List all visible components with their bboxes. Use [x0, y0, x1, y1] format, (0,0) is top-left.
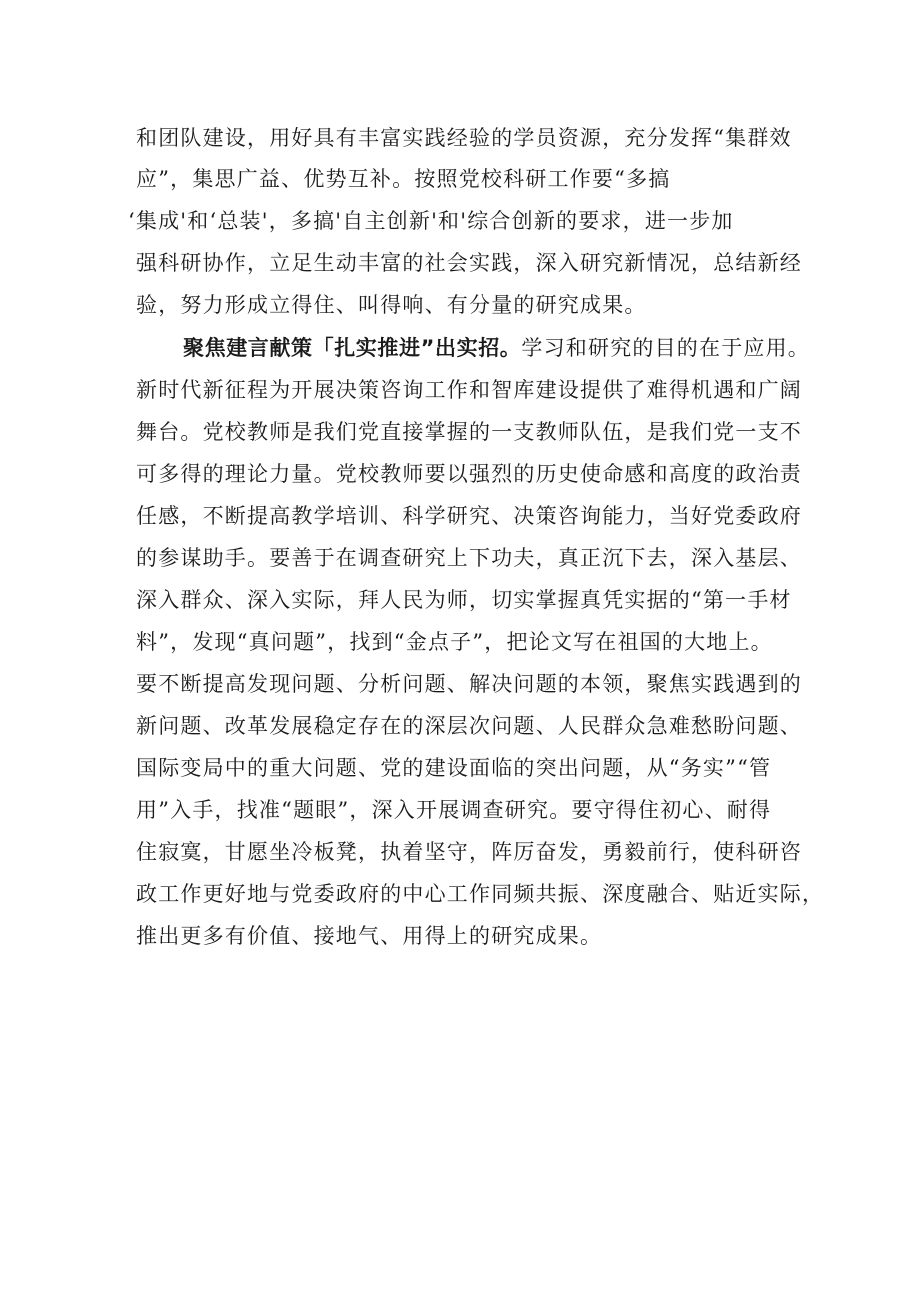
- text-line: 应”，集思广益、优势互补。按照党校科研工作要“多搞: [136, 167, 671, 191]
- text-line: 要不断提高发现问题、分析问题、解决问题的本领，聚焦实践遇到的: [136, 672, 802, 696]
- text-line: 的参谋助手。要善于在调查研究上下功夫，真正沉下去，深入基层、: [136, 546, 802, 570]
- text-line: 强科研协作，立足生动丰富的社会实践，深入研究新情况，总结新经: [136, 251, 802, 275]
- text-line: 新问题、改革发展稳定存在的深层次问题、人民群众急难愁盼问题、: [136, 714, 802, 738]
- text-line: 和团队建设，用好具有丰富实践经验的学员资源，充分发挥“集群效: [136, 126, 792, 150]
- text-line: 用”入手，找准“题眼”，深入开展调查研究。要守得住初心、耐得: [136, 798, 772, 822]
- text-line: ‘集成'和‘总装'，多搞'自主创新'和'综合创新的要求，进一步加: [128, 209, 734, 233]
- text-line: 推出更多有价值、接地气、用得上的研究成果。: [136, 924, 603, 948]
- text-line: 验，努力形成立得住、叫得响、有分量的研究成果。: [136, 293, 647, 317]
- text-line: 政工作更好地与党委政府的中心工作同频共振、深度融合、贴近实际，: [136, 882, 825, 906]
- text-line: 深入群众、深入实际，拜人民为师，切实掌握真凭实据的“第一手材: [136, 588, 792, 612]
- text-line: 舞台。党校教师是我们党直接掌握的一支教师队伍，是我们党一支不: [136, 420, 802, 444]
- text-line: 可多得的理论力量。党校教师要以强烈的历史使命感和高度的政治责: [136, 462, 802, 486]
- text-line: 任感，不断提高教学培训、科学研究、决策咨询能力，当好党委政府: [136, 504, 802, 528]
- section-heading: 聚焦建言献策「扎实推进”出实招。: [183, 336, 522, 360]
- paragraph2-first-line: [183, 334, 810, 362]
- paragraph2-first-line-text: 学习和研究的目的在于应用。: [521, 336, 811, 360]
- text-line: 住寂寞，甘愿坐冷板凳，执着坚守，阵厉奋发，勇毅前行，使科研咨: [136, 840, 802, 864]
- text-line: 新时代新征程为开展决策咨询工作和智库建设提供了难得机遇和广阔: [136, 378, 802, 402]
- text-line: 国际变局中的重大问题、党的建设面临的突出问题，从“务实”“管: [136, 756, 772, 780]
- text-line: 料”，发现“真问题”，找到“金点子”，把论文写在祖国的大地上。: [136, 630, 773, 654]
